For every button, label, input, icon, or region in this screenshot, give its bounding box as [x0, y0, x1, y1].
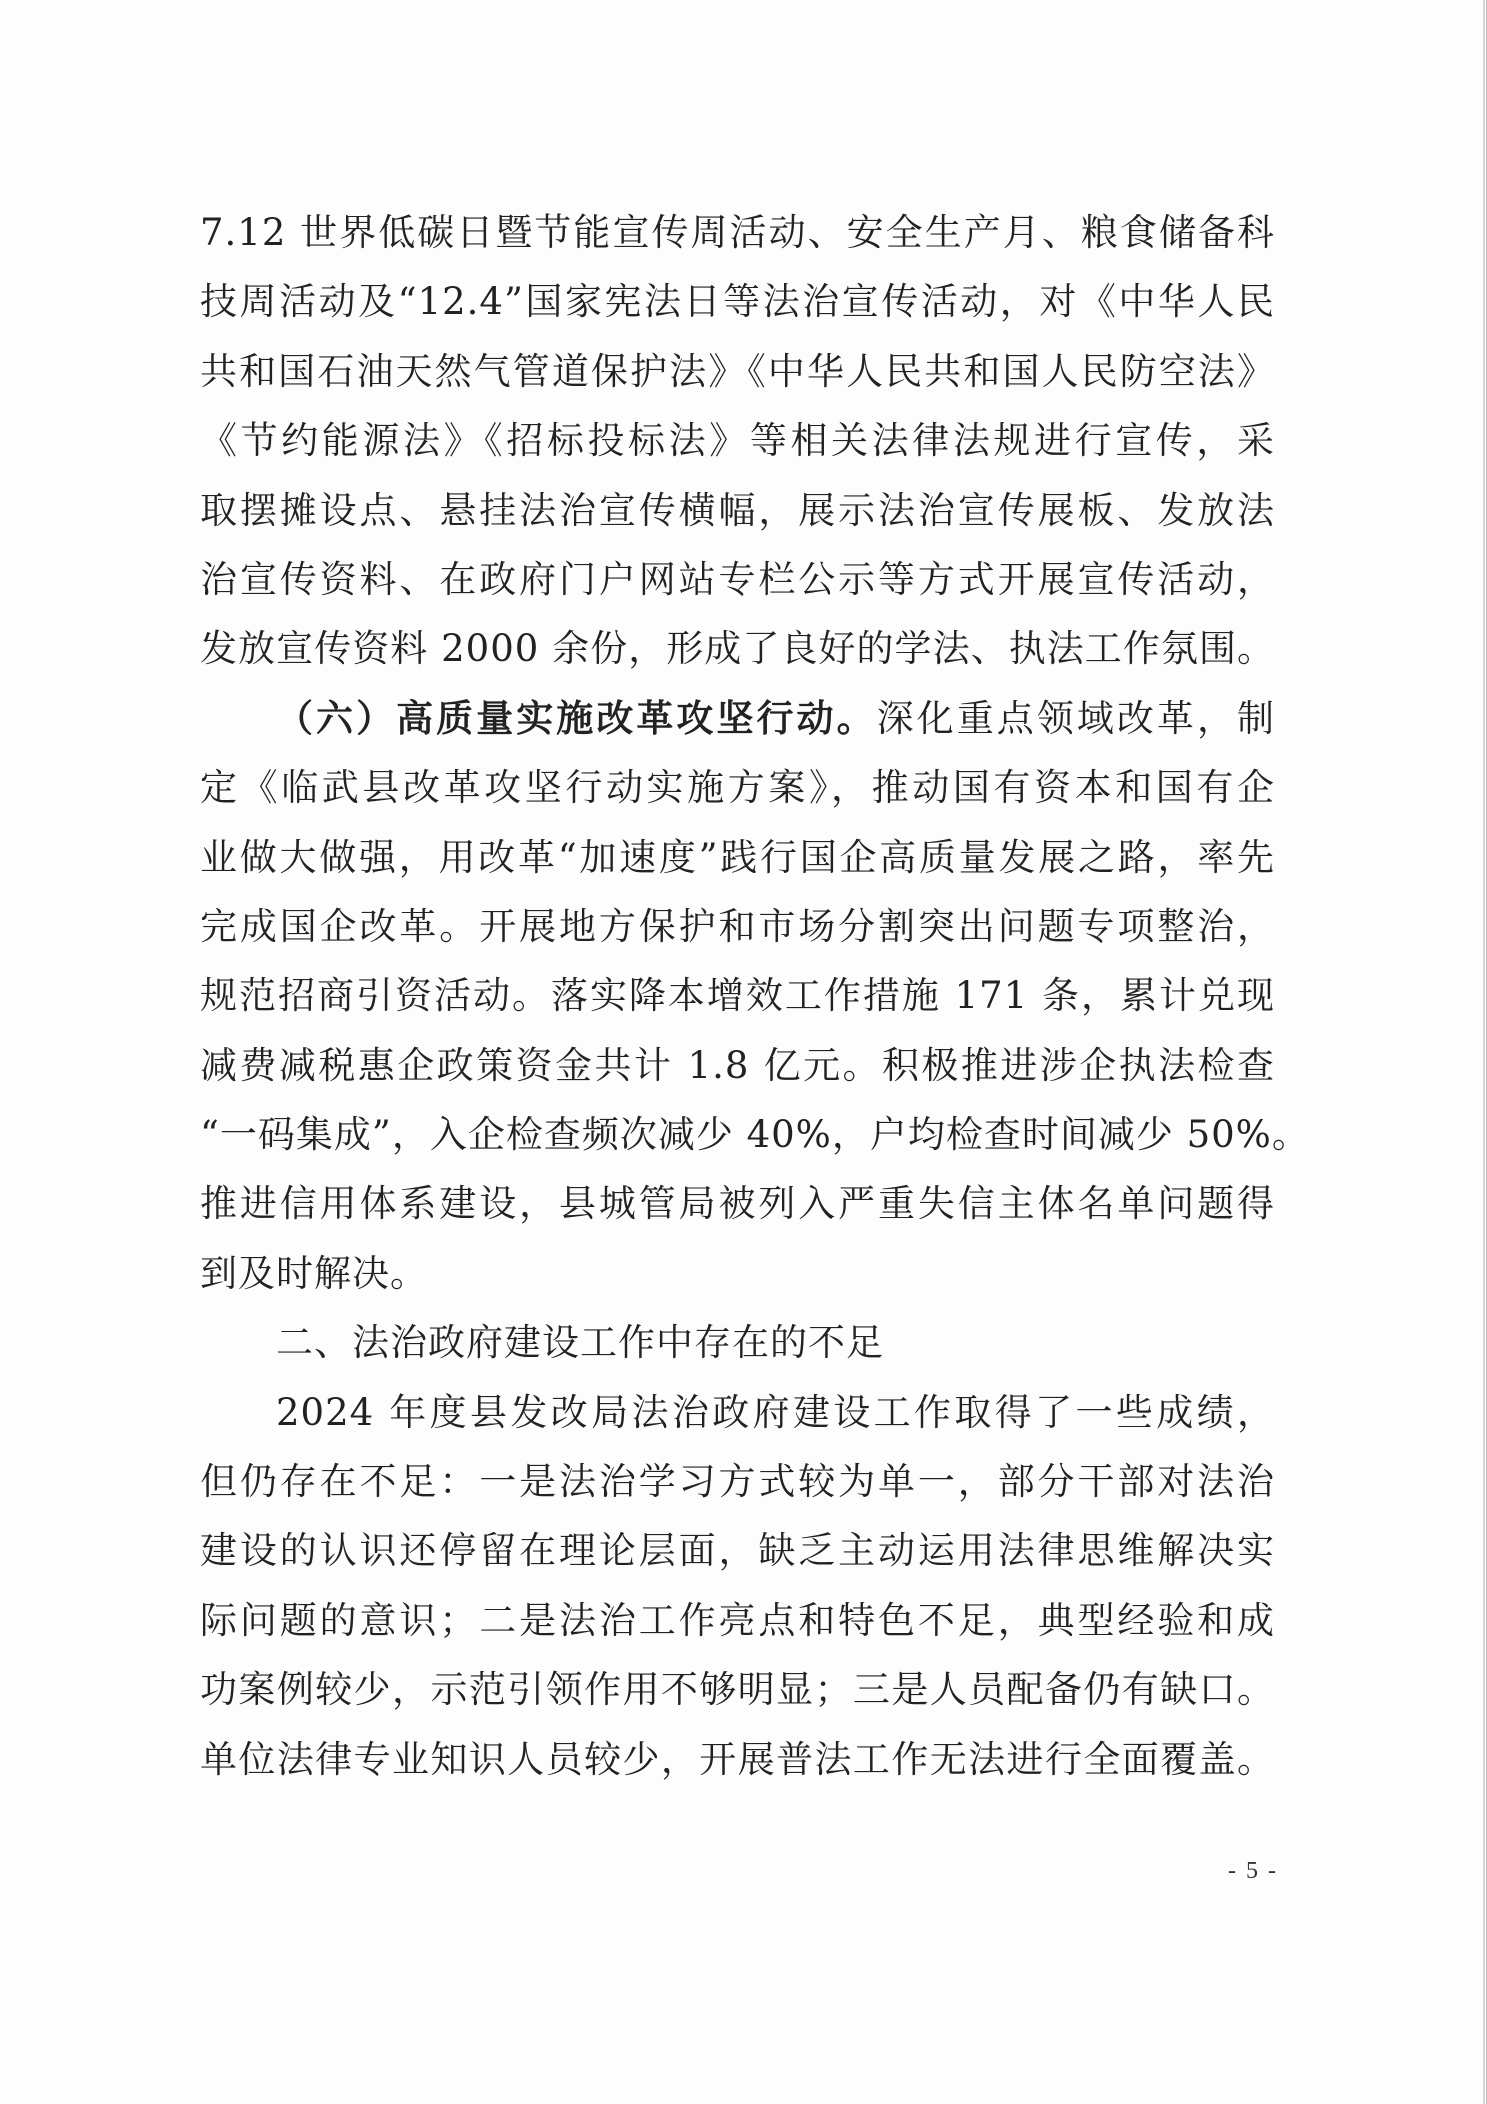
- paragraph-line: 共和国石油天然气管道保护法》《中华人民共和国人民防空法》: [200, 349, 1275, 393]
- section-six-first-line-rest: 深化重点领域改革，制: [876, 696, 1275, 740]
- section-six-lead: （六）高质量实施改革攻坚行动。: [276, 695, 877, 740]
- paragraph-line: 技周活动及“12.4”国家宪法日等法治宣传活动，对《中华人民: [200, 280, 1275, 324]
- paragraph-line: 治宣传资料、在政府门户网站专栏公示等方式开展宣传活动，: [200, 557, 1275, 601]
- paragraph-line: 取摆摊设点、悬挂法治宣传横幅，展示法治宣传展板、发放法: [200, 488, 1275, 532]
- paragraph-line: 7.12 世界低碳日暨节能宣传周活动、安全生产月、粮食储备科: [200, 211, 1275, 254]
- page-number: - 5 -: [1228, 1858, 1278, 1884]
- paragraph-line: 业做大做强，用改革“加速度”践行国企高质量发展之路，率先: [200, 835, 1275, 879]
- section-heading: 二、法治政府建设工作中存在的不足: [276, 1321, 884, 1365]
- paragraph-line: 减费减税惠企政策资金共计 1.8 亿元。积极推进涉企执法检查: [200, 1043, 1275, 1087]
- paragraph-line: 推进信用体系建设，县城管局被列入严重失信主体名单问题得: [200, 1182, 1275, 1226]
- paragraph-line: 《节约能源法》《招标投标法》等相关法律法规进行宣传，采: [200, 419, 1275, 463]
- paragraph-line: 单位法律专业知识人员较少，开展普法工作无法进行全面覆盖。: [200, 1737, 1275, 1781]
- document-body: [200, 198, 1310, 1794]
- paragraph-line: “一码集成”，入企检查频次减少 40%，户均检查时间减少 50%。: [200, 1113, 1310, 1157]
- paragraph-line: 建设的认识还停留在理论层面，缺乏主动运用法律思维解决实: [200, 1529, 1275, 1573]
- scan-edge: [1483, 0, 1485, 2104]
- paragraph-line: 功案例较少，示范引领作用不够明显；三是人员配备仍有缺口。: [200, 1668, 1275, 1712]
- paragraph-line: 规范招商引资活动。落实降本增效工作措施 171 条，累计兑现: [200, 974, 1275, 1018]
- section-six-first-line: [200, 684, 1275, 753]
- paragraph-line: 但仍存在不足：一是法治学习方式较为单一，部分干部对法治: [200, 1460, 1275, 1504]
- paragraph-line: 到及时解决。: [200, 1251, 428, 1295]
- paragraph-line: 际问题的意识；二是法治工作亮点和特色不足，典型经验和成: [200, 1598, 1275, 1642]
- paragraph-line: 定《临武县改革攻坚行动实施方案》，推动国有资本和国有企: [200, 766, 1275, 810]
- paragraph-line: 发放宣传资料 2000 余份，形成了良好的学法、执法工作氛围。: [200, 627, 1275, 671]
- section-two-first-line: 2024 年度县发改局法治政府建设工作取得了一些成绩，: [276, 1390, 1275, 1434]
- paragraph-line: 完成国企改革。开展地方保护和市场分割突出问题专项整治，: [200, 904, 1275, 948]
